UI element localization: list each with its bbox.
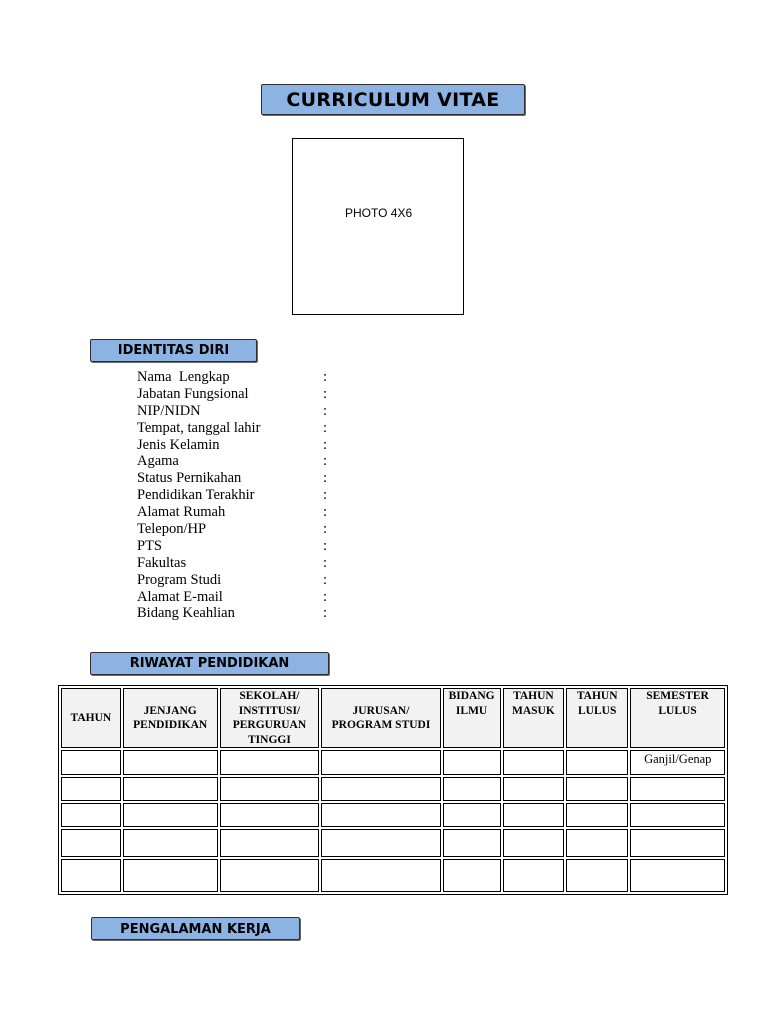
table-cell[interactable] (443, 750, 501, 775)
table-cell[interactable] (503, 829, 565, 857)
cv-title: CURRICULUM VITAE (261, 84, 525, 115)
field-colon: : (323, 436, 328, 453)
table-cell[interactable] (503, 859, 565, 892)
field-telepon-hp (137, 521, 357, 538)
table-cell[interactable] (123, 777, 218, 801)
field-label: Nama Lengkap (137, 369, 230, 385)
header-tahun: TAHUN (61, 688, 121, 748)
semester-cell[interactable]: Ganjil/Genap (630, 750, 725, 775)
table-row (61, 750, 725, 775)
field-fakultas (137, 555, 357, 572)
table-cell[interactable] (566, 859, 628, 892)
table-row (61, 803, 725, 827)
table-cell[interactable] (566, 829, 628, 857)
field-colon: : (323, 554, 328, 571)
table-cell[interactable] (220, 859, 320, 892)
field-jabatan-fungsional (137, 386, 357, 403)
table-cell[interactable] (321, 859, 440, 892)
header-sekolah-institusi: SEKOLAH/ INSTITUSI/ PERGURUAN TINGGI (220, 688, 320, 748)
header-tahun-masuk: TAHUN MASUK (503, 688, 565, 748)
field-nama-lengkap (137, 369, 357, 386)
field-alamat-email (137, 589, 357, 606)
field-colon: : (323, 537, 328, 554)
table-cell[interactable] (443, 859, 501, 892)
field-agama (137, 453, 357, 470)
field-colon: : (323, 571, 328, 588)
table-cell[interactable] (503, 777, 565, 801)
header-semester-lulus: SEMESTER LULUS (630, 688, 725, 748)
table-cell[interactable] (503, 750, 565, 775)
table-cell[interactable] (443, 829, 501, 857)
field-colon: : (323, 369, 328, 385)
header-jurusan-program-studi: JURUSAN/ PROGRAM STUDI (321, 688, 440, 748)
table-cell[interactable] (321, 803, 440, 827)
section-identitas-diri: IDENTITAS DIRI (90, 339, 257, 362)
table-cell[interactable] (321, 750, 440, 775)
field-label: Agama (137, 453, 179, 470)
field-colon: : (323, 385, 328, 402)
field-bidang-keahlian (137, 605, 357, 622)
photo-label: PHOTO 4X6 (345, 206, 413, 220)
table-cell[interactable] (321, 829, 440, 857)
field-colon: : (323, 487, 328, 504)
field-pendidikan-terakhir (137, 487, 357, 504)
table-cell[interactable] (630, 777, 725, 801)
field-jenis-kelamin (137, 437, 357, 454)
field-label: Alamat E-mail (137, 588, 223, 605)
table-cell[interactable] (630, 859, 725, 892)
table-cell[interactable] (503, 803, 565, 827)
table-cell[interactable] (61, 777, 121, 801)
table-cell[interactable] (443, 777, 501, 801)
field-colon: : (323, 504, 328, 521)
section-pengalaman-kerja: PENGALAMAN KERJA (91, 917, 300, 940)
table-cell[interactable] (220, 750, 320, 775)
field-alamat-rumah (137, 504, 357, 521)
field-label: Alamat Rumah (137, 504, 226, 521)
table-cell[interactable] (61, 750, 121, 775)
field-label: Status Pernikahan (137, 470, 242, 487)
field-colon: : (323, 605, 328, 622)
field-colon: : (323, 588, 328, 605)
table-row (61, 777, 725, 801)
header-tahun-lulus: TAHUN LULUS (566, 688, 628, 748)
field-label: NIP/NIDN (137, 402, 201, 419)
field-label: Jenis Kelamin (137, 436, 220, 453)
table-cell[interactable] (61, 859, 121, 892)
table-cell[interactable] (123, 803, 218, 827)
section-riwayat-pendidikan: RIWAYAT PENDIDIKAN (90, 652, 329, 675)
field-colon: : (323, 419, 328, 436)
table-cell[interactable] (566, 750, 628, 775)
field-label: Jabatan Fungsional (137, 385, 249, 402)
field-label: Pendidikan Terakhir (137, 487, 255, 504)
table-cell[interactable] (630, 829, 725, 857)
field-colon: : (323, 402, 328, 419)
field-colon: : (323, 453, 328, 470)
table-header-row (61, 688, 725, 748)
table-cell[interactable] (61, 829, 121, 857)
table-cell[interactable] (443, 803, 501, 827)
table-cell[interactable] (123, 750, 218, 775)
field-label: PTS (137, 537, 162, 554)
table-cell[interactable] (566, 777, 628, 801)
photo-placeholder (292, 138, 464, 315)
table-cell[interactable] (321, 777, 440, 801)
field-status-pernikahan (137, 470, 357, 487)
table-row (61, 859, 725, 892)
table-row (61, 829, 725, 857)
riwayat-pendidikan-table (58, 685, 728, 895)
field-label: Fakultas (137, 554, 187, 571)
table-cell[interactable] (220, 777, 320, 801)
field-nip-nidn (137, 403, 357, 420)
field-label: Bidang Keahlian (137, 605, 235, 622)
table-cell[interactable] (220, 829, 320, 857)
table-cell[interactable] (123, 859, 218, 892)
identitas-list (137, 369, 357, 622)
table-cell[interactable] (220, 803, 320, 827)
header-jenjang-pendidikan: JENJANG PENDIDIKAN (123, 688, 218, 748)
field-label: Program Studi (137, 571, 222, 588)
field-tempat-tanggal-lahir (137, 420, 357, 437)
table-cell[interactable] (630, 803, 725, 827)
field-colon: : (323, 521, 328, 538)
table-cell[interactable] (61, 803, 121, 827)
table-cell[interactable] (123, 829, 218, 857)
header-bidang-ilmu: BIDANG ILMU (443, 688, 501, 748)
field-pts (137, 538, 357, 555)
field-colon: : (323, 470, 328, 487)
field-program-studi (137, 572, 357, 589)
table-cell[interactable] (566, 803, 628, 827)
field-label: Tempat, tanggal lahir (137, 419, 261, 436)
field-label: Telepon/HP (137, 521, 207, 538)
